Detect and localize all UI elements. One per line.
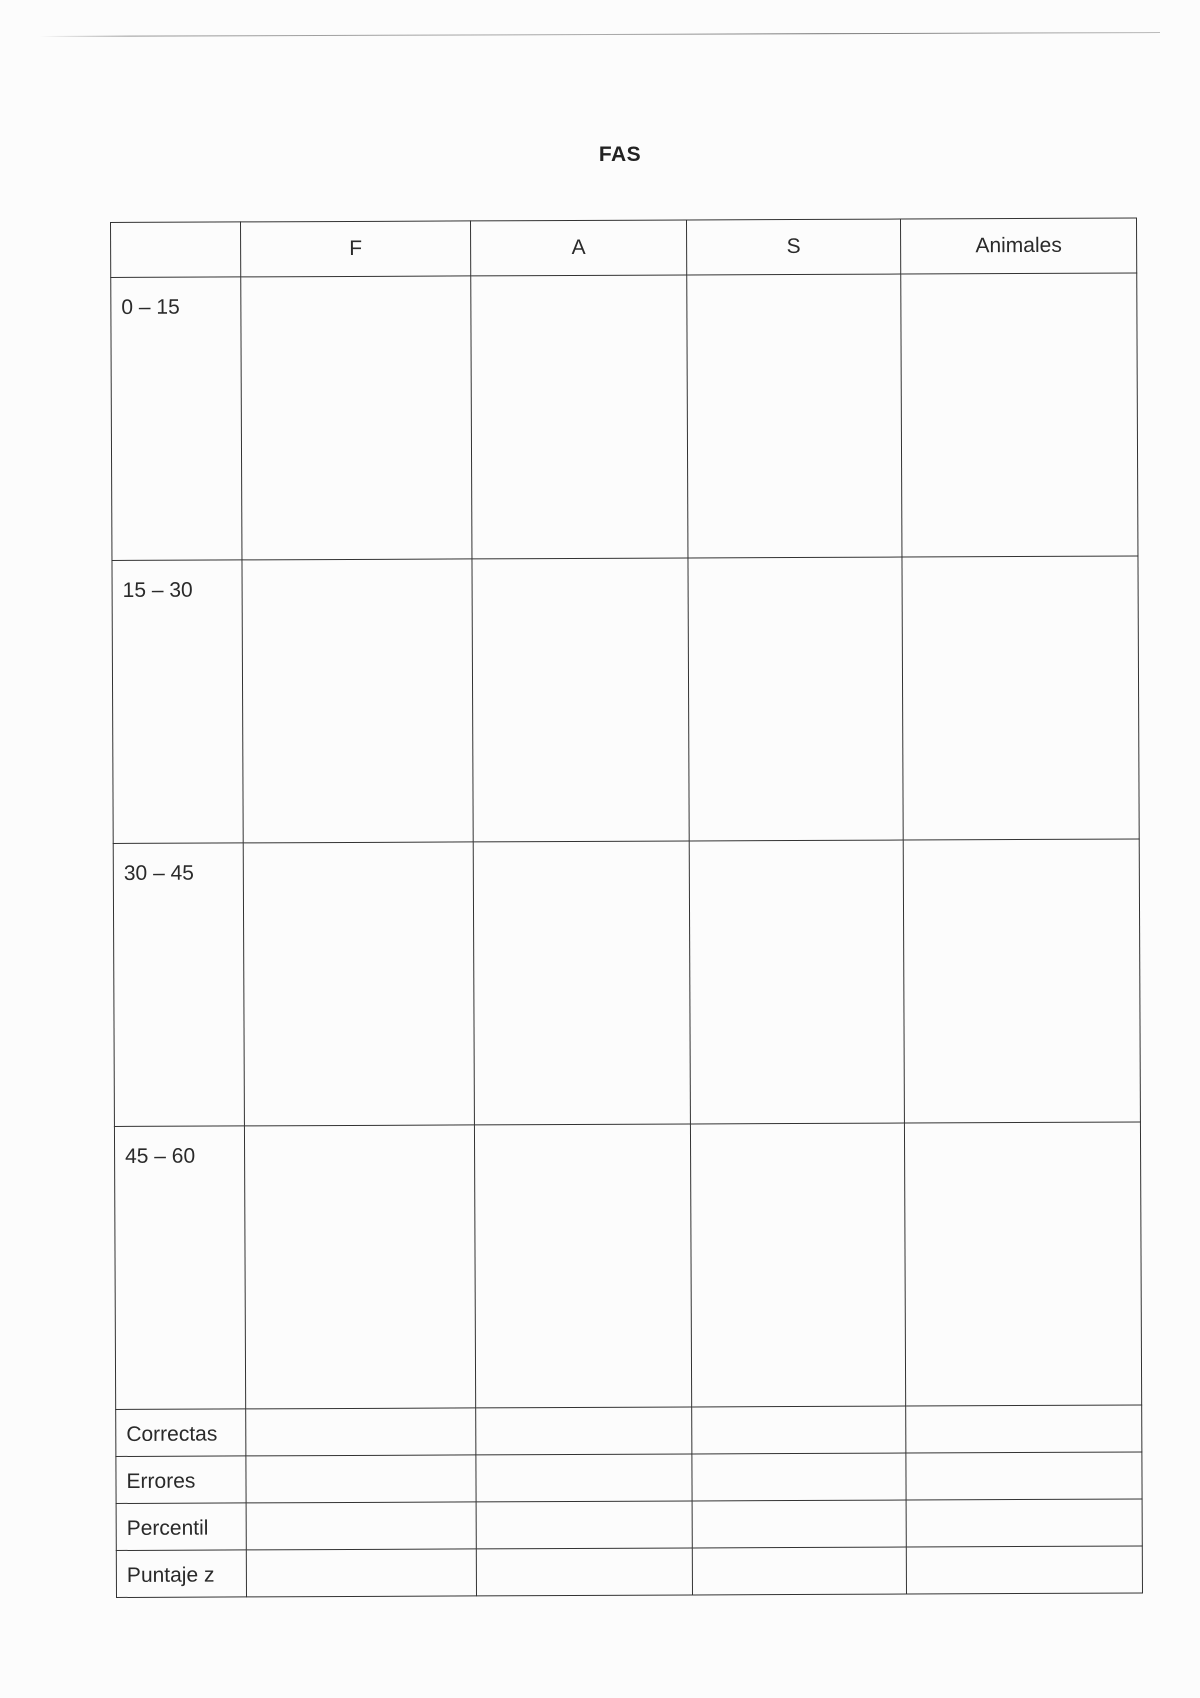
interval-row-0-15 bbox=[111, 273, 1138, 560]
score-cell-a[interactable] bbox=[476, 1548, 692, 1596]
interval-label: 0 – 15 bbox=[111, 277, 242, 561]
score-cell-f[interactable] bbox=[246, 1455, 476, 1503]
summary-row-errores bbox=[116, 1452, 1142, 1503]
interval-row-30-45 bbox=[113, 839, 1140, 1126]
score-cell-f[interactable] bbox=[246, 1502, 476, 1550]
answer-cell-f[interactable] bbox=[241, 276, 472, 560]
answer-cell-animales[interactable] bbox=[902, 556, 1139, 840]
interval-row-15-30 bbox=[112, 556, 1139, 843]
document-title: FAS bbox=[598, 143, 642, 166]
summary-row-correctas bbox=[116, 1405, 1142, 1456]
interval-label: 15 – 30 bbox=[112, 560, 243, 844]
score-cell-animales[interactable] bbox=[906, 1499, 1142, 1547]
answer-cell-f[interactable] bbox=[242, 559, 473, 843]
header-corner-cell bbox=[111, 222, 241, 278]
score-cell-s[interactable] bbox=[692, 1453, 906, 1501]
header-f: F bbox=[241, 221, 471, 277]
summary-row-percentil bbox=[116, 1499, 1142, 1550]
score-cell-s[interactable] bbox=[692, 1547, 906, 1595]
answer-cell-a[interactable] bbox=[473, 841, 690, 1125]
header-a: A bbox=[470, 220, 686, 276]
answer-cell-f[interactable] bbox=[243, 842, 474, 1126]
score-cell-animales[interactable] bbox=[906, 1452, 1142, 1500]
fas-scoring-table bbox=[110, 218, 1143, 1598]
answer-cell-animales[interactable] bbox=[904, 1122, 1141, 1406]
interval-row-45-60 bbox=[114, 1122, 1141, 1409]
answer-cell-s[interactable] bbox=[689, 840, 904, 1124]
answer-cell-s[interactable] bbox=[690, 1123, 905, 1407]
summary-label: Errores bbox=[116, 1456, 246, 1504]
interval-label: 45 – 60 bbox=[114, 1126, 245, 1410]
score-cell-s[interactable] bbox=[692, 1500, 906, 1548]
score-cell-f[interactable] bbox=[246, 1549, 476, 1597]
interval-label: 30 – 45 bbox=[113, 843, 244, 1127]
answer-cell-a[interactable] bbox=[471, 275, 688, 559]
answer-cell-animales[interactable] bbox=[901, 273, 1138, 557]
answer-cell-animales[interactable] bbox=[903, 839, 1140, 1123]
score-cell-s[interactable] bbox=[692, 1406, 906, 1454]
score-cell-a[interactable] bbox=[476, 1501, 692, 1549]
score-cell-animales[interactable] bbox=[906, 1405, 1142, 1453]
table-header-row bbox=[111, 218, 1137, 277]
header-animales: Animales bbox=[900, 218, 1136, 274]
summary-row-puntaje-z bbox=[116, 1546, 1142, 1597]
summary-label: Correctas bbox=[116, 1409, 246, 1457]
answer-cell-a[interactable] bbox=[474, 1124, 691, 1408]
summary-label: Puntaje z bbox=[116, 1550, 246, 1598]
score-cell-f[interactable] bbox=[246, 1408, 476, 1456]
summary-label: Percentil bbox=[116, 1503, 246, 1551]
header-s: S bbox=[686, 219, 900, 275]
score-cell-a[interactable] bbox=[476, 1407, 692, 1455]
answer-cell-s[interactable] bbox=[688, 557, 903, 841]
answer-cell-a[interactable] bbox=[472, 558, 689, 842]
fas-table-container bbox=[110, 218, 1142, 1598]
answer-cell-s[interactable] bbox=[687, 274, 902, 558]
answer-cell-f[interactable] bbox=[244, 1125, 475, 1409]
score-cell-animales[interactable] bbox=[906, 1546, 1142, 1594]
scan-edge-line bbox=[40, 32, 1160, 37]
score-cell-a[interactable] bbox=[476, 1454, 692, 1502]
